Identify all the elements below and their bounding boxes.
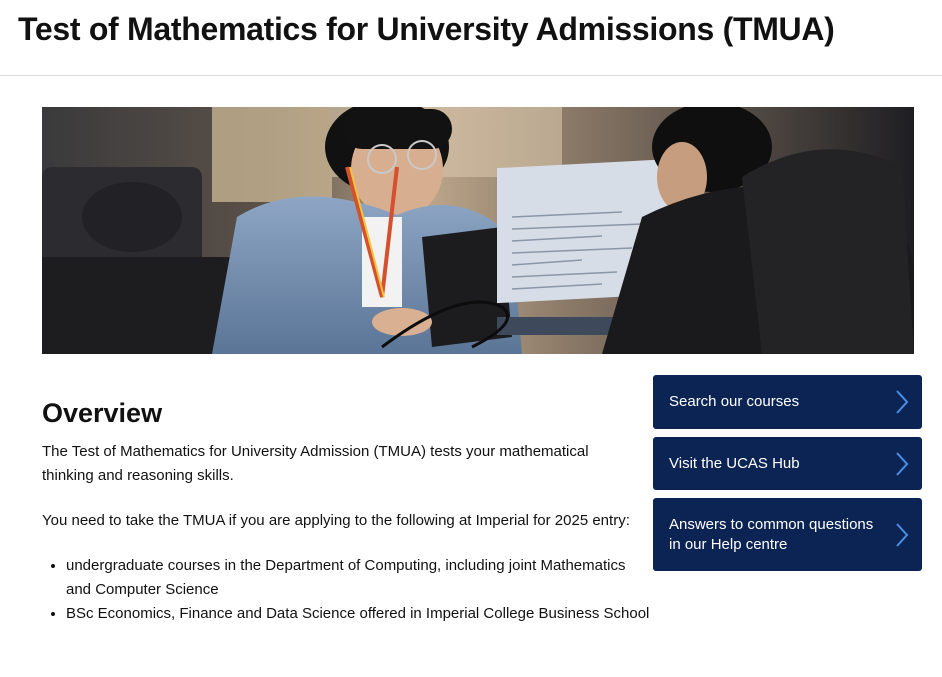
course-list <box>42 554 650 626</box>
chevron-right-icon <box>894 389 910 415</box>
page-title: Test of Mathematics for University Admissions (TMUA) <box>18 11 835 47</box>
chevron-right-icon <box>894 451 910 477</box>
ucas-hub-button[interactable] <box>653 437 922 490</box>
overview-paragraph: The Test of Mathematics for University Admission (TMUA) tests your mathematical thinking and reasoning skills. <box>42 443 589 484</box>
overview-section <box>42 398 650 626</box>
chevron-right-icon <box>894 522 910 548</box>
overview-paragraph: You need to take the TMUA if you are applying to the following at Imperial for 2025 entry: <box>42 512 630 529</box>
button-label: Search our courses <box>669 393 800 410</box>
search-courses-button[interactable] <box>653 375 922 429</box>
hero-image <box>42 107 914 354</box>
help-centre-button[interactable] <box>653 498 922 571</box>
photo-students-laptops-icon <box>42 107 914 354</box>
page-header <box>0 0 942 76</box>
overview-heading: Overview <box>42 398 163 428</box>
button-label: Visit the UCAS Hub <box>669 454 800 472</box>
button-label: Answers to common questions in our Help centre <box>669 515 874 553</box>
sidebar-links <box>653 375 922 579</box>
list-item: • BSc Economics, Finance and Data Science offered in Imperial College Business School <box>66 602 642 626</box>
list-item: • undergraduate courses in the Department of Computing, including joint Mathematics and Computer Science <box>66 554 642 602</box>
